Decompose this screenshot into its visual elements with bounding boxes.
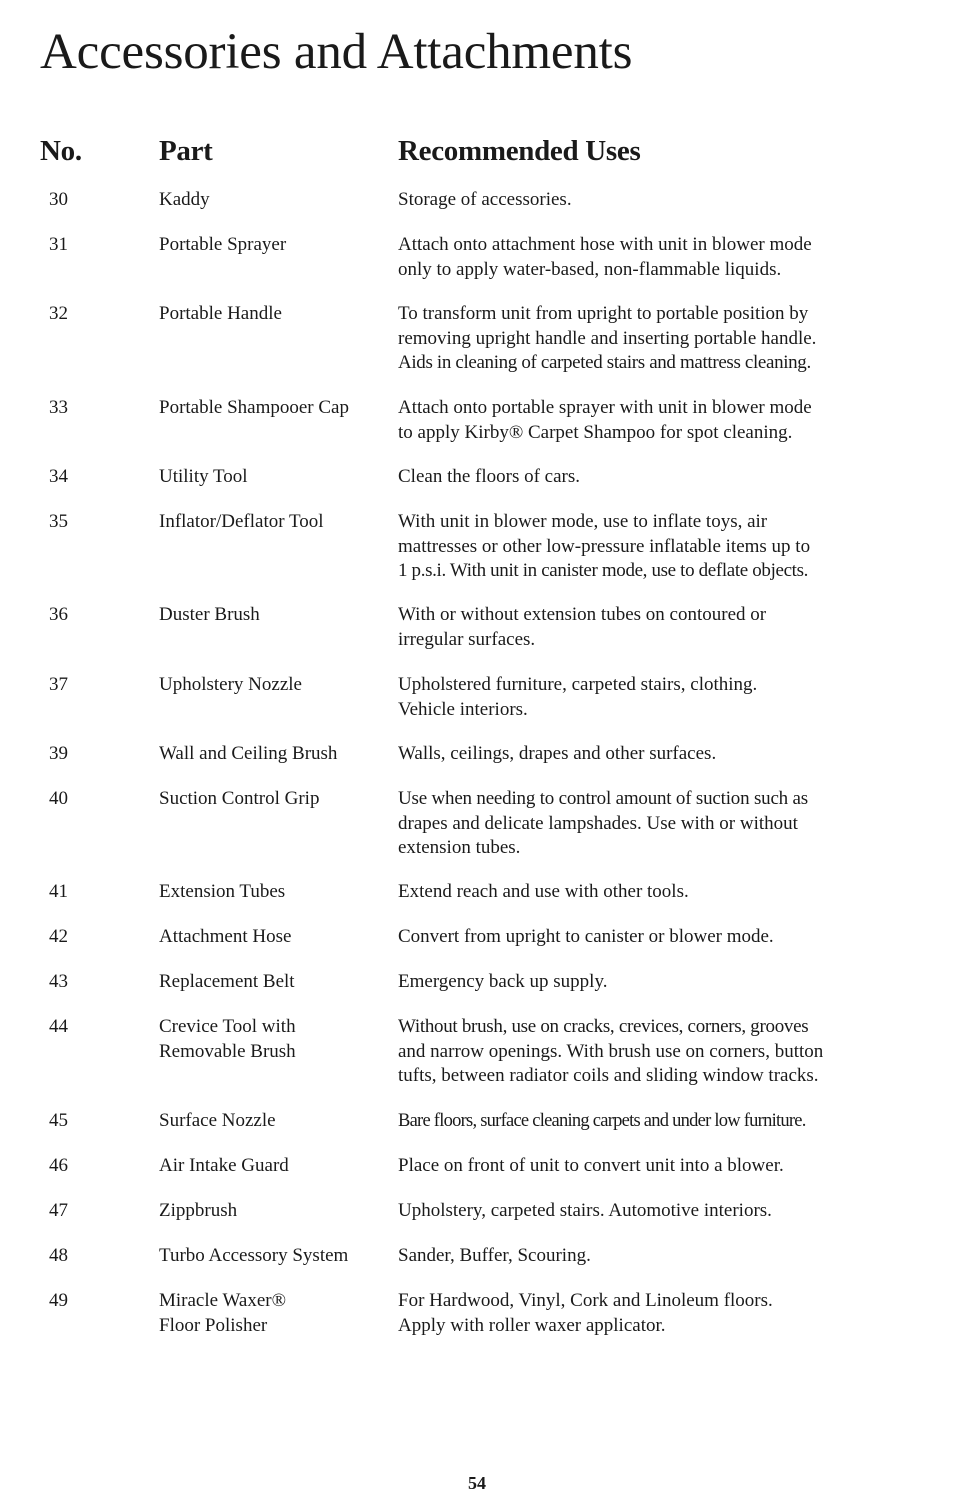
part-name	[159, 233, 286, 258]
recommended-use	[398, 302, 816, 376]
column-header-no: No.	[40, 135, 82, 167]
use-line: Vehicle interiors.	[398, 698, 528, 720]
use-line: Clean the floors of cars.	[398, 466, 581, 487]
use-line: to apply Kirby® Carpet Shampoo for spot cleaning.	[398, 421, 793, 443]
part-name	[159, 1015, 296, 1064]
recommended-use	[398, 1015, 823, 1089]
recommended-use	[398, 880, 689, 905]
part-name-line: Removable Brush	[159, 1040, 296, 1062]
part-name	[159, 188, 210, 213]
part-name	[159, 510, 324, 535]
part-name	[159, 742, 337, 767]
use-line: Attach onto portable sprayer with unit in blower mode	[398, 397, 812, 418]
recommended-use	[398, 603, 766, 652]
part-number: 36	[49, 604, 68, 625]
part-name	[159, 603, 260, 628]
part-number: 49	[49, 1290, 68, 1311]
recommended-use	[398, 925, 774, 950]
recommended-use	[398, 742, 716, 767]
use-line: Apply with roller waxer applicator.	[398, 1314, 666, 1336]
part-number: 46	[49, 1155, 68, 1176]
recommended-use	[398, 233, 812, 282]
use-line: Aids in cleaning of carpeted stairs and mattress cleaning.	[398, 352, 811, 373]
use-line: 1 p.s.i. With unit in canister mode, use to deflate objects.	[398, 560, 809, 581]
use-line: Place on front of unit to convert unit into a blower.	[398, 1155, 784, 1176]
use-line: Sander, Buffer, Scouring.	[398, 1245, 591, 1266]
part-name-line: Extension Tubes	[159, 881, 286, 902]
part-name	[159, 396, 349, 421]
part-number: 43	[49, 971, 68, 992]
use-line: removing upright handle and inserting portable handle.	[398, 327, 817, 349]
part-name	[159, 787, 319, 812]
part-number: 42	[49, 926, 68, 947]
recommended-use	[398, 1109, 806, 1134]
use-line: Upholstered furniture, carpeted stairs, clothing.	[398, 674, 758, 695]
part-name	[159, 970, 295, 995]
use-line: Without brush, use on cracks, crevices, corners, grooves	[398, 1016, 809, 1037]
part-name-line: Wall and Ceiling Brush	[159, 743, 338, 764]
part-name	[159, 1199, 237, 1224]
part-name	[159, 1154, 289, 1179]
part-name-line: Crevice Tool with	[159, 1016, 296, 1037]
column-header-part: Part	[159, 135, 213, 167]
part-name	[159, 1244, 348, 1269]
part-name-line: Miracle Waxer®	[159, 1290, 287, 1311]
part-name	[159, 1289, 286, 1338]
part-name	[159, 925, 291, 950]
recommended-use	[398, 673, 757, 722]
use-line: Attach onto attachment hose with unit in blower mode	[398, 234, 812, 255]
part-name-line: Utility Tool	[159, 466, 248, 487]
recommended-use	[398, 1289, 773, 1338]
part-number: 33	[49, 397, 68, 418]
use-line: Bare floors, surface cleaning carpets and under low furniture.	[398, 1111, 806, 1131]
page-number: 54	[468, 1473, 486, 1493]
part-number: 44	[49, 1016, 68, 1037]
part-name-line: Inflator/Deflator Tool	[159, 511, 324, 532]
use-line: With unit in blower mode, use to inflate toys, air	[398, 511, 768, 532]
part-name-line: Air Intake Guard	[159, 1155, 289, 1176]
recommended-use	[398, 1244, 591, 1269]
column-header-recommended-uses: Recommended Uses	[398, 135, 641, 167]
use-line: Extend reach and use with other tools.	[398, 881, 689, 902]
part-name	[159, 302, 282, 327]
part-number: 31	[49, 234, 68, 255]
part-number: 47	[49, 1200, 68, 1221]
part-number: 37	[49, 674, 68, 695]
use-line: extension tubes.	[398, 837, 521, 858]
part-number: 34	[49, 466, 68, 487]
use-line: Walls, ceilings, drapes and other surfaces.	[398, 743, 717, 764]
recommended-use	[398, 396, 812, 445]
part-name-line: Zippbrush	[159, 1200, 238, 1221]
part-name-line: Kaddy	[159, 189, 210, 210]
recommended-use	[398, 188, 572, 213]
part-name-line: Portable Sprayer	[159, 234, 287, 255]
part-name-line: Turbo Accessory System	[159, 1245, 349, 1266]
part-name-line: Portable Shampooer Cap	[159, 397, 349, 418]
part-name-line: Attachment Hose	[159, 926, 292, 947]
recommended-use	[398, 787, 808, 861]
part-name-line: Suction Control Grip	[159, 788, 320, 809]
recommended-use	[398, 1199, 772, 1224]
use-line: Upholstery, carpeted stairs. Automotive interiors.	[398, 1200, 772, 1221]
part-number: 30	[49, 189, 68, 210]
part-name-line: Surface Nozzle	[159, 1110, 276, 1131]
use-line: Emergency back up supply.	[398, 971, 608, 992]
part-name-line: Portable Handle	[159, 303, 282, 324]
part-name-line: Upholstery Nozzle	[159, 674, 302, 695]
part-number: 39	[49, 743, 68, 764]
part-number: 32	[49, 303, 68, 324]
use-line: For Hardwood, Vinyl, Cork and Linoleum floors.	[398, 1290, 773, 1311]
part-number: 35	[49, 511, 68, 532]
use-line: Use when needing to control amount of suction such as	[398, 788, 808, 809]
recommended-use	[398, 510, 810, 584]
recommended-use	[398, 970, 607, 995]
use-line: Storage of accessories.	[398, 189, 572, 210]
use-line: mattresses or other low-pressure inflatable items up to	[398, 535, 811, 557]
use-line: To transform unit from upright to portable position by	[398, 303, 809, 324]
recommended-use	[398, 465, 580, 490]
part-name-line: Duster Brush	[159, 604, 260, 625]
part-number: 40	[49, 788, 68, 809]
part-number: 45	[49, 1110, 68, 1131]
use-line: only to apply water-based, non-flammable liquids.	[398, 258, 782, 280]
use-line: drapes and delicate lampshades. Use with or without	[398, 812, 798, 834]
part-name	[159, 673, 302, 698]
use-line: and narrow openings. With brush use on corners, button	[398, 1040, 824, 1062]
part-name	[159, 465, 248, 490]
use-line: irregular surfaces.	[398, 628, 536, 650]
use-line: With or without extension tubes on contoured or	[398, 604, 767, 625]
part-name-line: Replacement Belt	[159, 971, 295, 992]
part-number: 41	[49, 881, 68, 902]
page-title: Accessories and Attachments	[40, 24, 633, 80]
recommended-use	[398, 1154, 784, 1179]
part-name	[159, 880, 285, 905]
part-number: 48	[49, 1245, 68, 1266]
part-name	[159, 1109, 276, 1134]
part-name-line: Floor Polisher	[159, 1314, 268, 1336]
use-line: tufts, between radiator coils and sliding window tracks.	[398, 1065, 819, 1086]
use-line: Convert from upright to canister or blower mode.	[398, 926, 774, 947]
